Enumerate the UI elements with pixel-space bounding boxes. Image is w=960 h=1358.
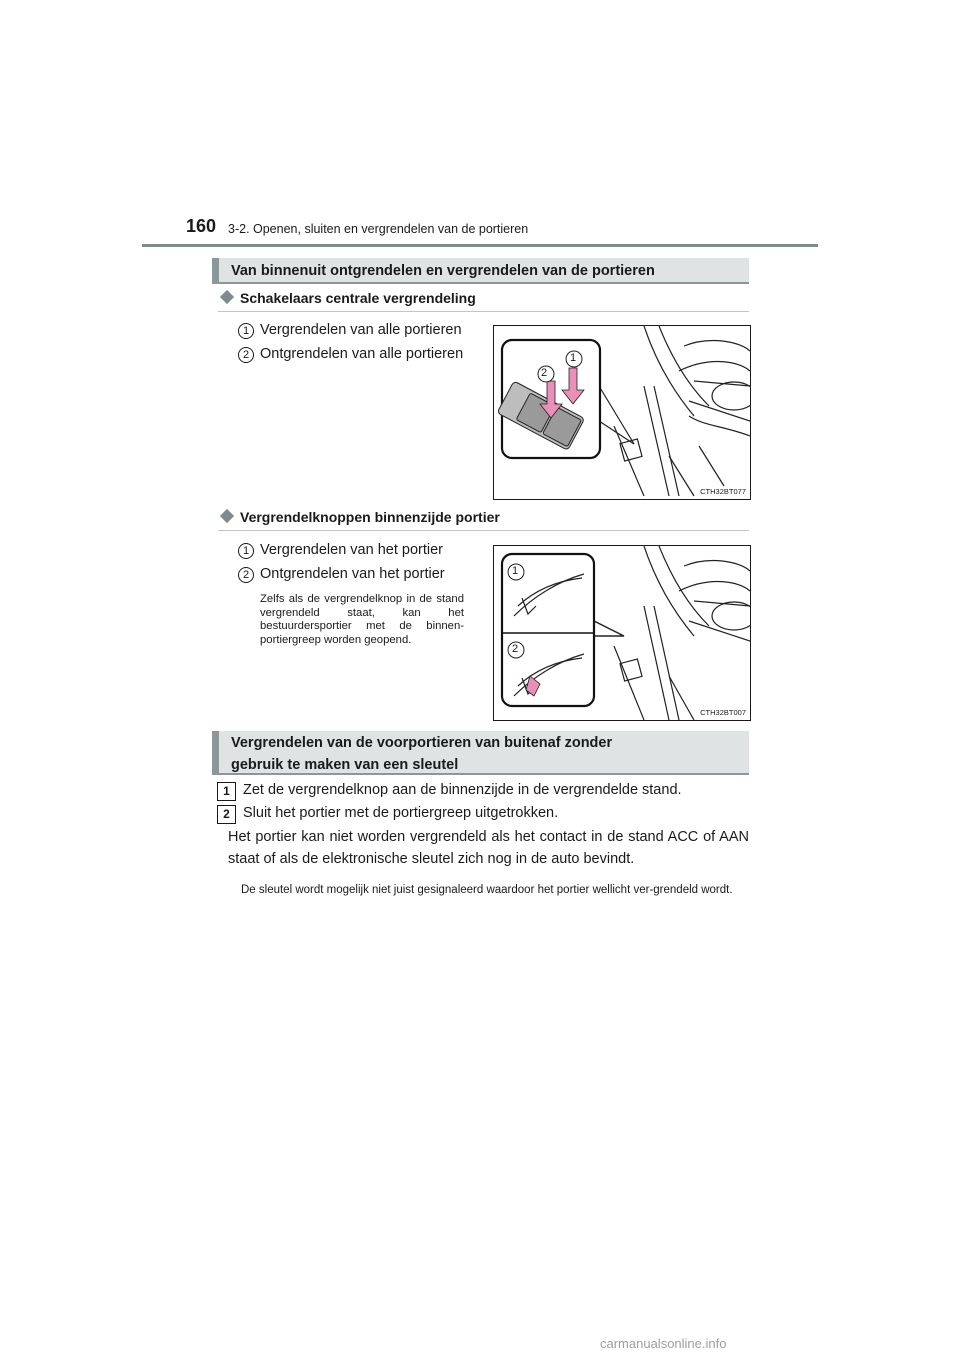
item-text: Ontgrendelen van het portier bbox=[260, 566, 445, 582]
info-paragraph: Het portier kan niet worden vergrendeld als het contact in de stand ACC of AAN staat of als de elektronische sleutel zich nog in de auto bevindt. bbox=[228, 829, 749, 867]
section-banner-outside-locking bbox=[212, 731, 749, 775]
door-switch-illustration bbox=[494, 326, 750, 499]
watermark: carmanualsonline.info bbox=[600, 1336, 727, 1351]
page-number: 160 bbox=[186, 216, 217, 236]
callout-2: 2 bbox=[512, 643, 519, 655]
section-banner-title: Van binnenuit ontgrendelen en vergrendelen van de portieren bbox=[231, 263, 655, 279]
diamond-bullet-icon bbox=[220, 509, 234, 523]
step-number-box: 2 bbox=[217, 805, 236, 824]
item-number-circle: 2 bbox=[238, 347, 254, 363]
door-knob-illustration bbox=[494, 546, 750, 720]
subheading-central-locking-switches bbox=[218, 290, 476, 306]
subheading-rule bbox=[218, 311, 749, 312]
item-text: Ontgrendelen van alle portieren bbox=[260, 346, 464, 362]
item-number-circle: 2 bbox=[238, 567, 254, 583]
step-text: Zet de vergrendelknop aan de binnenzijde in de vergrendelde stand. bbox=[243, 782, 682, 798]
diamond-bullet-icon bbox=[220, 290, 234, 304]
figure-code: CTH32BT077 bbox=[700, 487, 746, 496]
section-banner-line1: Vergrendelen van de voorportieren van buitenaf zonder bbox=[231, 735, 613, 751]
figure-inside-lock-knobs bbox=[493, 545, 751, 721]
step-text: Sluit het portier met de portiergreep uitgetrokken. bbox=[243, 805, 559, 821]
figure-code: CTH32BT007 bbox=[700, 708, 746, 717]
subheading-text: Schakelaars centrale vergrendeling bbox=[240, 290, 476, 306]
figure-central-locking-switches bbox=[493, 325, 751, 500]
callout-1: 1 bbox=[570, 352, 577, 364]
item-number-circle: 1 bbox=[238, 543, 254, 559]
callout-1: 1 bbox=[512, 565, 519, 577]
item-text: Vergrendelen van het portier bbox=[260, 542, 443, 558]
info-small-note: De sleutel wordt mogelijk niet juist gesignaleerd waardoor het portier wellicht ver-grendeld wordt. bbox=[241, 884, 733, 896]
item-number-circle: 1 bbox=[238, 323, 254, 339]
subheading-inside-lock-knobs bbox=[218, 509, 500, 525]
section-path: 3-2. Openen, sluiten en vergrendelen van de portieren bbox=[228, 222, 529, 236]
subheading-text: Vergrendelknoppen binnenzijde portier bbox=[240, 509, 500, 525]
knob-note: Zelfs als de vergrendelknop in de stand vergrendeld staat, kan het bestuurdersportier met de binnen-portiergreep worden geopend. bbox=[260, 593, 464, 646]
subheading-rule bbox=[218, 530, 749, 531]
header-rule bbox=[142, 244, 818, 247]
item-text: Vergrendelen van alle portieren bbox=[260, 322, 462, 338]
section-banner-line2: gebruik te maken van een sleutel bbox=[231, 757, 459, 773]
callout-2: 2 bbox=[541, 367, 548, 379]
section-banner-inside-locking bbox=[212, 258, 749, 284]
step-number-box: 1 bbox=[217, 782, 236, 801]
